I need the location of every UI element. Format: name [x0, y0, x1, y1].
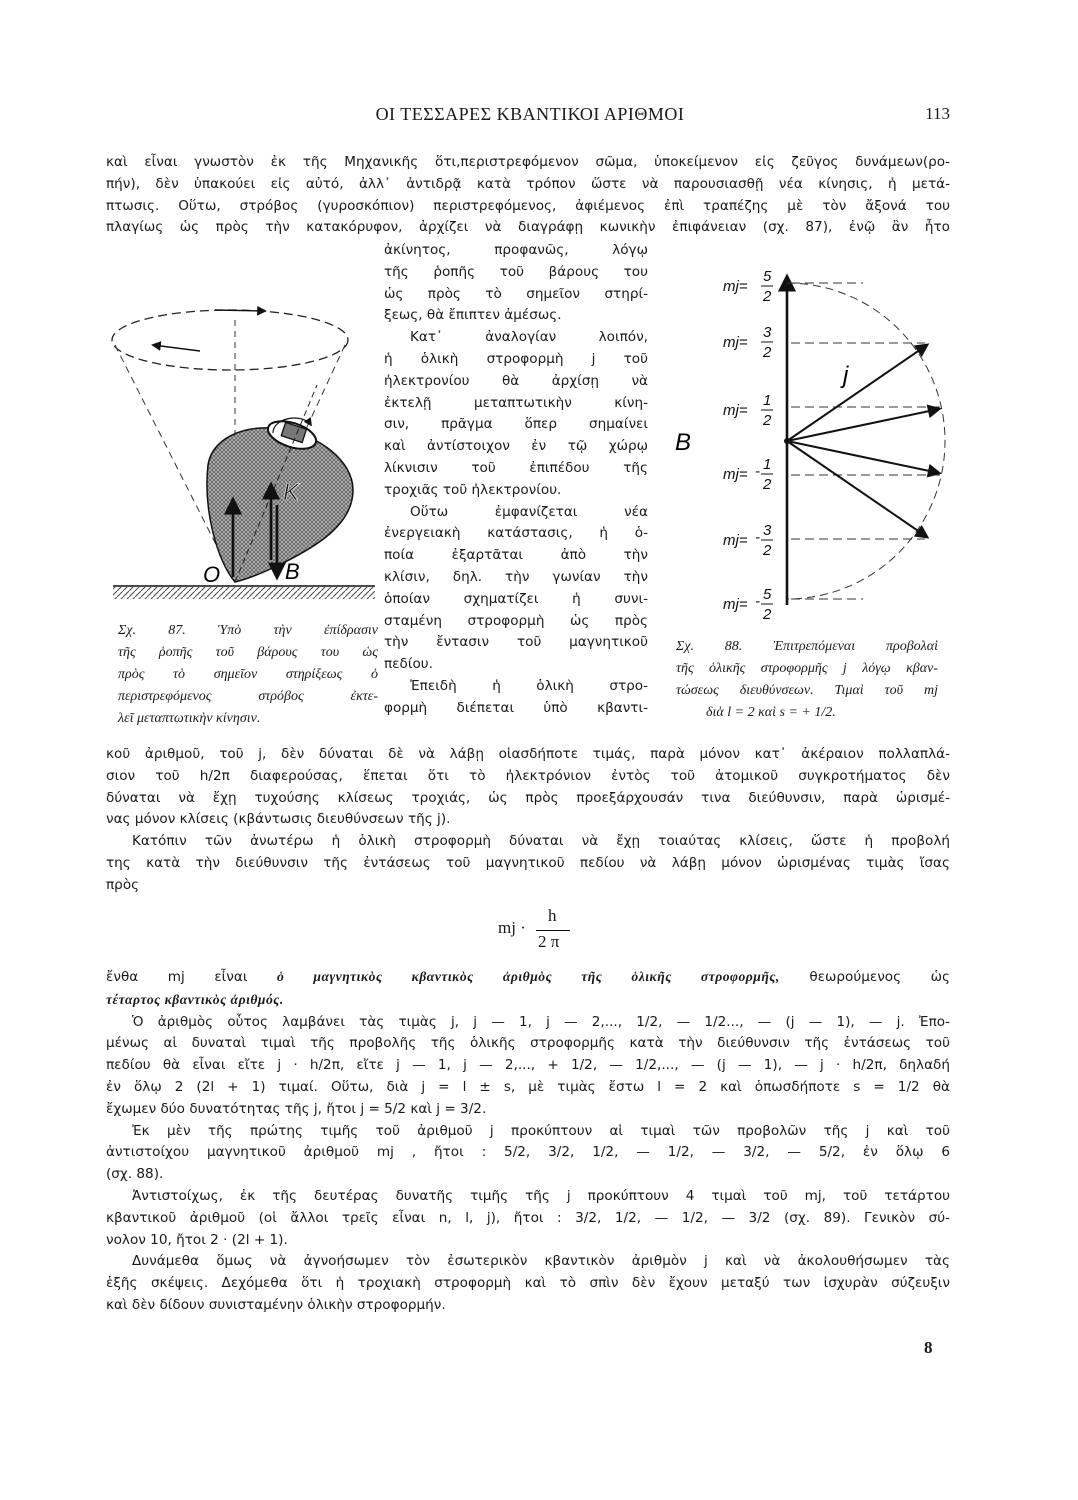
svg-text:mj=: mj= — [723, 278, 748, 295]
text-line: ποία ἐξαρτᾶται ἀπὸ τὴν — [384, 547, 648, 564]
text-line: πλαγίως ὡς πρὸς τὴν κατακόρυφον, ἀρχίζει νὰ διαγράφῃ κωνικὴν ἐπιφάνειαν (σχ. 87), ἐνῷ ἂν ἦτο — [106, 219, 950, 236]
svg-text:5: 5 — [763, 268, 772, 285]
text-line: ἀντιστοίχου μαγνητικοῦ ἀριθμοῦ mj , ἤτοι : 5/2, 3/2, 1/2, — 1/2, — 3/2, — 5/2, ἐν ὅλῳ 6 — [106, 1144, 950, 1161]
text-line: σιν, πρᾶγμα ὅπερ σημαίνει — [384, 416, 648, 433]
svg-text:2: 2 — [763, 606, 772, 623]
svg-text:3: 3 — [763, 324, 772, 341]
svg-text:1: 1 — [763, 392, 772, 409]
text-line: κβαντικοῦ ἀριθμοῦ (οἱ ἄλλοι τρεῖς εἶναι n, l, j), ἤτοι : 3/2, 1/2, — 1/2, — 3/2 (σχ. 89). Γενικὸν σύ- — [106, 1209, 950, 1226]
text-line: τῆς ῥοπῆς τοῦ βάρους του — [384, 263, 648, 280]
text-line: καὶ εἶναι γνωστὸν ἐκ τῆς Μηχανικῆς ὅτι,περιστρεφόμενον σῶμα, ὑποκείμενον εἰς ζεῦγος δυνάμεων(ρο- — [106, 154, 950, 170]
paragraph-4 — [106, 966, 950, 1317]
svg-text:2: 2 — [763, 412, 772, 429]
text-line: ἔχωμεν δύο δυνατότητας τῆς j, ἤτοι j = 5/2 καὶ j = 3/2. — [106, 1100, 487, 1117]
precession-arrow-top — [215, 310, 265, 311]
j-vectors — [787, 345, 939, 537]
origin-point — [784, 438, 790, 444]
svg-text:2: 2 — [763, 476, 772, 493]
page-number: 113 — [925, 104, 950, 123]
svg-text:3: 3 — [763, 522, 772, 539]
signature-mark: 8 — [924, 1338, 933, 1357]
text-line: ξεως, θὰ ἔπιπτεν ἀμέσως. — [384, 307, 562, 324]
text-line: Ὁ ἀριθμὸς οὗτος λαμβάνει τὰς τιμὰς j, j — 1, j — 2,..., 1/2, — 1/2..., — (j — 1), — j. Ἐπο- — [132, 1013, 950, 1030]
svg-text:mj=: mj= — [723, 532, 748, 549]
text-line: σιον τοῦ h/2π διαφερούσας, ἕπεται ὅτι τὸ ἠλεκτρόνιον ἐντὸς τοῦ ἀτομικοῦ συγκροτήματος δὲν — [106, 767, 950, 784]
text-line: ἠλεκτρονίου θὰ ἀρχίσῃ νὰ — [384, 372, 648, 389]
text-line: Κατ᾽ ἀναλογίαν λοιπόν, — [410, 329, 648, 346]
text-line: κοῦ ἀριθμοῦ, τοῦ j, δὲν δύναται δὲ νὰ λάβῃ οἱασδήποτε τιμάς, παρὰ μόνον κατ᾽ ἀκέραιον πολλαπλά- — [106, 746, 950, 762]
paragraph-2 — [106, 744, 950, 897]
text-line: ἐνεργειακὴ κατάστασις, ἡ ὁ- — [384, 525, 648, 542]
text-line: δύναται νὰ ἔχῃ τυχούσης κλίσεως τροχιάς, ὡς πρὸς προεξάρχουσάν τινα διεύθυνσιν, παρὰ ὡρισμέ- — [106, 789, 950, 806]
mj-label — [723, 324, 773, 361]
text-line: νολον 10, ἤτοι 2 · (2l + 1). — [106, 1231, 288, 1248]
text-line: φορμὴ διέπεται ὑπὸ κβαντι- — [384, 699, 648, 716]
figure-87-gyroscope — [105, 285, 380, 610]
ground-hatch — [113, 587, 375, 599]
text-line: Δυνάμεθα ὅμως νὰ ἀγνοήσωμεν τὸν ἐσωτερικὸν κβαντικὸν ἀριθμὸν j καὶ νὰ ἀκολουθήσωμεν τὰς — [132, 1253, 950, 1270]
caption-line: Σχ. 88. Ἐπιτρεπόμεναι προβολαὶ — [676, 639, 938, 654]
text-line: τροχιᾶς τοῦ ἠλεκτρονίου. — [384, 481, 562, 498]
precession-path — [112, 310, 348, 370]
label-j: j — [843, 362, 849, 389]
mj-label — [723, 392, 773, 429]
text-line: καὶ ἀντίστοιχον ἐν τῷ χώρῳ — [384, 438, 648, 455]
label-k: K — [283, 479, 300, 506]
text-line: κλίσιν, δηλ. τὴν γωνίαν τὴν — [384, 568, 648, 585]
text-line: πεδίου. — [384, 656, 433, 673]
text-line: Ἐπειδὴ ἡ ὁλικὴ στρο- — [410, 677, 648, 694]
text-line: μένως αἱ δυναταὶ τιμαὶ τῆς προβολῆς τῆς ὁλικῆς στροφορμῆς κατὰ τὴν διεύθυνσιν τῆς ἐντάσεως τοῦ — [106, 1035, 950, 1052]
page-header — [110, 104, 950, 128]
text-line: ὁποίαν σχηματίζει ἡ συνι- — [384, 590, 648, 607]
caption-line: περιστρεφόμενος στρόβος ἐκτε- — [118, 689, 378, 704]
text-line: πεδίου θὰ εἶναι εἴτε j · h/2π, εἴτε j — 1, j — 2,..., + 1/2, — 1/2,..., — (j — 1), — j · h/2π, δηλαδή — [106, 1057, 950, 1074]
precession-arrow-left — [153, 345, 200, 351]
text-line: πρὸς — [106, 876, 140, 893]
caption-line: τῆς ῥοπῆς τοῦ βάρους του ὡς — [118, 645, 378, 660]
caption-line: τῆς ὁλικῆς στροφορμῆς j λόγῳ κβαν- — [676, 661, 938, 676]
text-line: πτωσις. Οὕτω, στρόβος (γυροσκόπιον) περιστρεφόμενος, ἀφιέμενος ἐπὶ τραπέζης μὲ τὸν ἄξονά του — [106, 197, 950, 214]
mj-label — [723, 456, 773, 493]
caption-line: πρὸς τὸ σημεῖον στηρίξεως ὁ — [118, 667, 378, 682]
label-b: B — [285, 559, 300, 584]
text-line: Ἀντιστοίχως, ἐκ τῆς δευτέρας δυνατῆς τιμῆς τῆς j προκύπτουν 4 τιμαὶ τοῦ mj, τοῦ τετάρτου — [132, 1187, 950, 1204]
svg-text:1: 1 — [763, 456, 772, 473]
formula-denominator: 2 π — [538, 932, 560, 951]
mj-label — [723, 586, 773, 623]
svg-text:mj=: mj= — [723, 334, 748, 351]
svg-text:2: 2 — [763, 288, 772, 305]
caption-line: λεῖ μεταπτωτικὴν κίνησιν. — [118, 711, 261, 726]
level-lines — [791, 283, 940, 599]
fraction-bar — [536, 930, 570, 931]
text-line: λίκνισιν τοῦ ἐπιπέδου τῆς — [384, 459, 648, 476]
paragraph-1 — [106, 152, 950, 239]
middle-column — [384, 240, 648, 720]
running-title: ΟΙ ΤΕΣΣΑΡΕΣ ΚΒΑΝΤΙΚΟΙ ΑΡΙΘΜΟΙ — [375, 104, 685, 124]
svg-text:-: - — [755, 463, 760, 480]
figure-88-caption — [676, 636, 938, 724]
text-line: Κατόπιν τῶν ἀνωτέρω ἡ ὁλικὴ στροφορμὴ δύναται νὰ ἔχῃ τοιαύτας κλίσεις, ὥστε ἡ προβολή — [132, 833, 950, 850]
caption-line: διὰ l = 2 καὶ s = + 1/2. — [706, 705, 836, 720]
text-line: καὶ δὲν δίδουν συνισταμένην ὁλικὴν στροφορμήν. — [106, 1296, 446, 1313]
svg-text:2: 2 — [763, 542, 772, 559]
text-line: ὡς πρὸς τὸ σημεῖον στηρί- — [384, 285, 648, 302]
text-line: νας μόνον κλίσεις (κβάντωσις διευθύνσεων τῆς j). — [106, 811, 451, 828]
mj-label — [723, 268, 773, 305]
formula-left: mj · — [498, 918, 526, 937]
top-body — [207, 428, 353, 582]
text-line: ἐν ὅλῳ 2 (2l + 1) τιμαί. Οὕτω, διὰ j = l ± s, μὲ τιμὰς ἔστω l = 2 καὶ ὁπωσδήποτε s = 1/2 θὰ — [106, 1078, 950, 1095]
label-b-field: B — [675, 429, 692, 456]
text-line: (σχ. 88). — [106, 1166, 164, 1183]
caption-line: τώσεως διευθύνσεων. Τιμαὶ τοῦ mj — [676, 683, 938, 698]
radius-arc — [787, 283, 945, 599]
formula-mj-h-2pi — [498, 906, 588, 958]
text-line: Οὕτω ἐμφανίζεται νέα — [410, 503, 648, 520]
text-line: ἐκτελῇ μεταπτωτικὴν κίνη- — [384, 394, 648, 411]
term-highlight: ὁ μαγνητικὸς κβαντικὸς ἀριθμὸς τῆς ὁλικῆς στροφορμῆς, — [277, 969, 780, 984]
text-line: ἡ ὁλικὴ στροφορμὴ j τοῦ — [384, 350, 648, 367]
svg-text:-: - — [755, 593, 760, 610]
text-line: πήν), δὲν ὑπακούει εἰς αὐτό, ἀλλ᾽ ἀντιδρᾷ κατὰ τρόπον ὥστε νὰ παρουσιασθῇ νέα κίνησις, ἡ μετά- — [106, 175, 950, 192]
text-line: ἀκίνητος, προφανῶς, λόγῳ — [384, 242, 648, 258]
label-o: O — [203, 562, 221, 587]
text-line — [106, 989, 950, 1012]
text-line: της κατὰ τὴν διεύθυνσιν τῆς ἐντάσεως τοῦ μαγνητικοῦ πεδίου νὰ λάβῃ μόνον ὡρισμένας τιμὰς ἴσας — [106, 854, 950, 871]
text-line: ἑξῆς σκέψεις. Δεχόμεθα ὅτι ἡ τροχιακὴ στροφορμὴ καὶ τὸ σπὶν δὲν ἔχουν μεταξύ των ἰσχυρὰν σύζευξιν — [106, 1275, 950, 1292]
formula-numerator: h — [548, 906, 557, 925]
svg-text:5: 5 — [763, 586, 772, 603]
svg-text:mj=: mj= — [723, 596, 748, 613]
figure-87-caption — [118, 620, 378, 730]
svg-text:mj=: mj= — [723, 466, 748, 483]
svg-text:-: - — [755, 529, 760, 546]
text-line: ἔνθα mj εἶναι ὁ μαγνητικὸς κβαντικὸς ἀριθμὸς τῆς ὁλικῆς στροφορμῆς, θεωρούμενος ὡς — [106, 969, 950, 985]
text-line: σταμένη στροφορμὴ ὡς πρὸς — [384, 612, 648, 629]
caption-line: Σχ. 87. Ὑπὸ τὴν ἐπίδρασιν — [118, 623, 378, 638]
text-line: Ἐκ μὲν τῆς πρώτης τιμῆς τοῦ ἀριθμοῦ j προκύπτουν αἱ τιμαὶ τῶν προβολῶν τῆς j καὶ τοῦ — [132, 1122, 950, 1139]
figure-88-quantization — [665, 255, 955, 625]
svg-text:2: 2 — [763, 344, 772, 361]
text-line: τὴν ἔντασιν τοῦ μαγνητικοῦ — [384, 634, 648, 651]
term-highlight: τέταρτος κβαντικὸς ἀριθμός. — [106, 991, 284, 1007]
svg-text:mj=: mj= — [723, 402, 748, 419]
mj-label — [723, 522, 773, 559]
